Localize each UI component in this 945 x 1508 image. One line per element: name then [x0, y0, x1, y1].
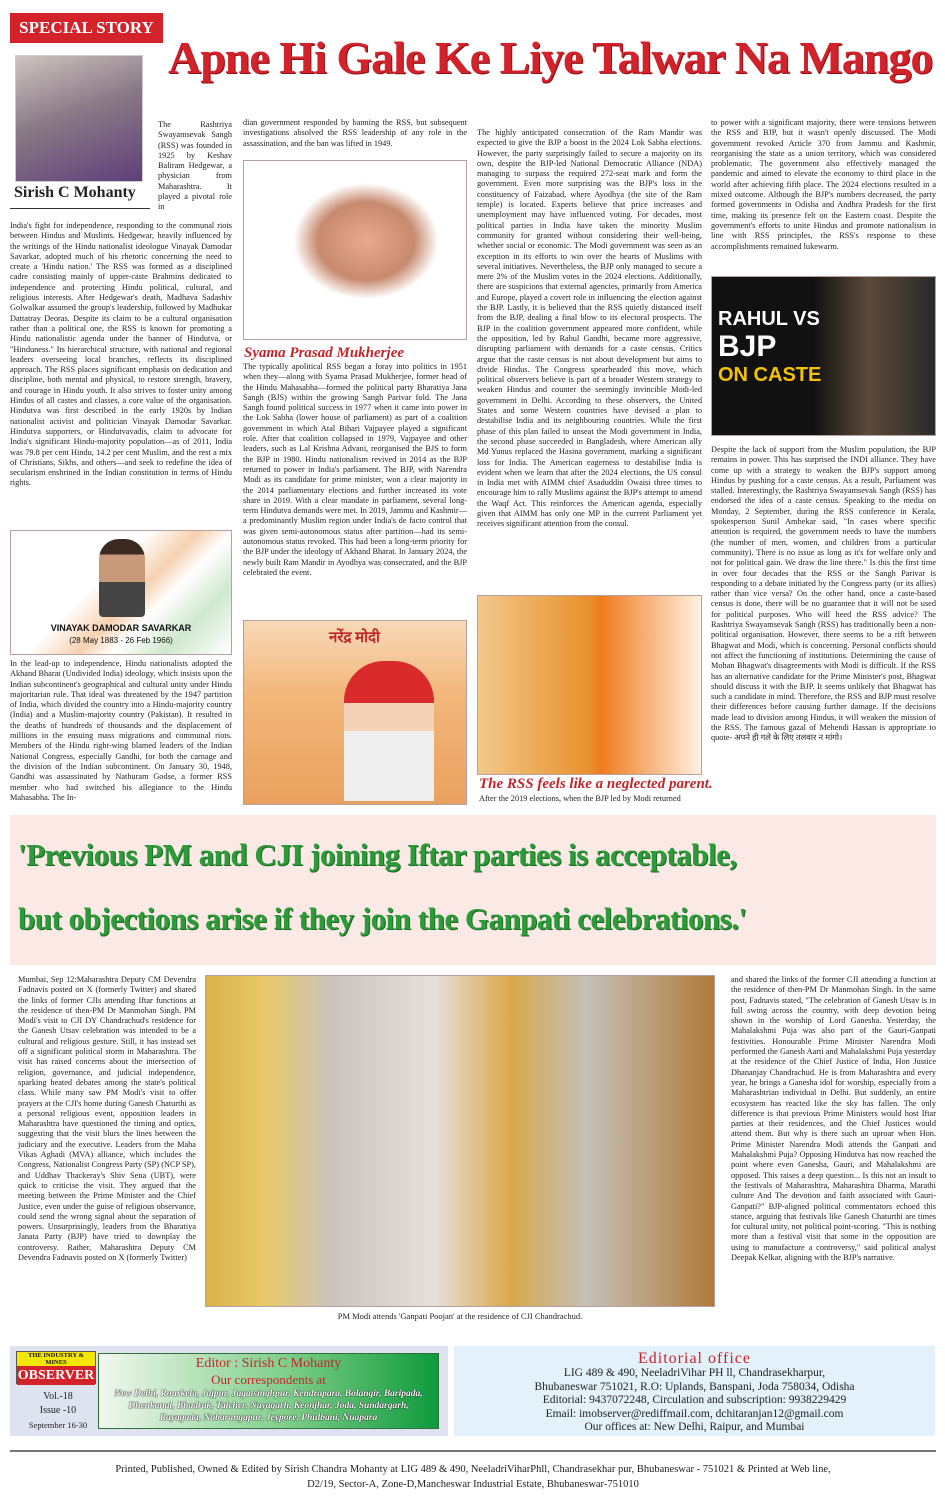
article-text: The typically apolitical RSS began a foray into politics in 1951 when they—along with Syama Prasad Mukherjee, former head of the Hindu Mahasabha—formed the political party Bharatiya Jana Sangh (BJS) within the growing Sangh Parivar fold. The Jana Sangh found political success in 1977 when it came into power in the Lok Sabha (lower house of parliament) as part of a coalition government in which Atal Bihari Vajpayee played a significant role. After that coalition collapsed in 1979, Vajpayee and other leaders, such as Lal Krishna Advani, reorganised the BJS to form the BJP in 1980. Hindu nationalism revived in 2014 as the BJP returned to power in India's parliament. The BJP, with Narendra Modi as its candidate for prime minister, won a clear majority in the 2014 parliamentary elections and further increased its vote share in 2019. With a clear mandate in parliament, several long-term Hindutva demands were met. In 2019, Jammu and Kashmir—a predominantly Muslim region under India's de facto control that was given semi-autonomous status after partition—had its semi-autonomous status revoked. This had been a long-term priority for the BJP under the ideology of Akhand Bharat. In January 2024, the newly built Ram Mandir in Ayodhya was consecrated, and the BJP celebrated the event. — [243, 362, 467, 577]
editorial-office-box — [454, 1346, 935, 1436]
logo-main-text: OBSERVER — [17, 1368, 95, 1383]
article-text: dian government responded by banning the RSS, but subsequent investigations absolved the RSS leadership of any role in the assassination, and the ban was lifted in 1949. — [243, 118, 467, 148]
modi-image — [243, 620, 467, 805]
office-line: Our offices at: New Delhi, Raipur, and Mumbai — [584, 1421, 805, 1433]
imprint-line: Printed, Published, Owned & Edited by Sirish Chandra Mohanty at LIG 489 & 490, NeeladriViharPhll, Chandrasekhar pur, Bhubaneswar - 751021 & Printed at Web line, — [115, 1464, 831, 1475]
special-story-badge: SPECIAL STORY — [10, 13, 163, 43]
article-text: After the 2019 elections, when the BJP led by Modi returned — [479, 794, 681, 803]
rss-bhagwat-modi-image — [477, 595, 702, 775]
portrait-figure — [99, 539, 145, 617]
savarkar-dates: (28 May 1883 - 26 Feb 1966) — [69, 636, 173, 645]
office-line: Email: imobserver@rediffmail.com, dchitaranjan12@gmail.com — [545, 1407, 844, 1420]
second-headline-box — [10, 815, 936, 965]
modi-figure — [344, 661, 434, 801]
editorial-office-title: Editorial office — [638, 1350, 751, 1367]
article-text: Despite the lack of support from the Muslim population, the BJP remains in power. This has surprised the INDI alliance. They have come up with a strategy to weaken the BJP's support among Hindus by pushing for a caste census. As a result, Parliament was stalled. Interestingly, the Rashtriya Swayamsevak Sangh (RSS) has endorsed the idea of a caste census. Speaking to the media on Monday, 2 September, during the RSS conference in Kerala, spokesperson Sunil Ambekar said, "In cases where specific attention is required, the government needs to have the numbers (the number of men, women, and children from a particular community). There is no issue as long as it's for welfare only and not for political gain. We draw the line there." Is this the first time in over four decades that the RSS or the Sangh Parivar is responding to a debate initiated by the Congress party (or its allies) rather than vice versa? On the other hand, once a caste-based census is done, there will be no guarantee that it will not be used for political purposes. Who will heed the RSS advice? The Rashtriya Swayamsevak Sangh (RSS) has traditionally been a non-political organisation. However, there seems to be a rift between Bhagwat and Modi, which is concerning. Personal conflicts should not affect the functioning of institutions. Determining the cause of Mohan Bhagwat's disagreements with Modi is difficult. If the RSS has an alternative candidate for the Prime Minister's post, Bhagwat should discuss it with the BJP. It seems unlikely that Bhagwat has such a candidate in mind. Therefore, the RSS and BJP must resolve their differences before causing further damage. If the decisions made lead to division among Hindus, it will weaken the mission of the RSS. The famous gazal of Mehendi Hassan is appropriate to quote- अपने ही गले के लिए तलवार न मांगो। — [711, 445, 936, 743]
observer-logo — [16, 1351, 96, 1384]
editor-name: Editor : Sirish C Mohanty — [195, 1356, 342, 1371]
imprint-line: D2/19, Sector-A, Zone-D,Mancheswar Industrial Estate, Bhubaneswar-751010 — [307, 1479, 639, 1490]
correspondents-list: New Delhi, Rourkela, Jajpur, Jagatsinghpur, Kendrapara, Bolangir, Baripada, Dhenkanal, Bhadrak, Talcher, Nayagarh, Keonjhar, Joda, Sundargarh, Rayagada, Nabarangapur, Jeypore, Phulbani, Nuapara — [114, 1389, 423, 1423]
mukherjee-image — [243, 160, 467, 340]
rss-caption: The RSS feels like a neglected parent. — [479, 776, 713, 792]
mukherjee-caption: Syama Prasad Mukherjee — [244, 345, 405, 361]
ganpati-poojan-photo — [205, 975, 715, 1307]
editor-box — [98, 1353, 439, 1429]
rahul-image-title — [718, 307, 821, 387]
author-photo — [15, 55, 143, 182]
footer-divider — [10, 1450, 936, 1452]
article-text: Mumbai, Sep 12:Maharashtra Deputy CM Devendra Fadnavis posted on X (formerly Twitter) and shared the links of former CJIs attending Iftar functions at the residence of then-PM Dr Manmohan Singh. PM Modi's visit to CJI DY Chandrachud's residence for the Ganesh Utsav celebration was intended to be a cultural and religious gesture. Still, it has instead set off a significant political storm in Maharashtra. The visit has raised concerns about the intersection of religion, governance, and judicial independence, sparking heated debates among the state's political class. While many saw PM Modi's visit to offer prayers at the CJI's home during Ganesh Chaturthi as a personal religious event, opposition leaders in Maharashtra have questioned the timing and optics, suggesting that the visit blurs the lines between the judiciary and the executive. Leaders from the Maha Vikas Aghadi (MVA) alliance, which includes the Congress, Nationalist Congress Party (SP) (NCP SP), and Uddhav Thackeray's Shiv Sena (UBT), were quick to criticise the visit. They argued that the meeting between the Prime Minister and the Chief Justice, even under the guise of religious observance, could send the wrong signal about the separation of powers. Unsurprisingly, leaders from the Bharatiya Janata Party (BJP) have tried to downplay the controversy. Rather, Maharashtra Deputy CM Devendra Fadnavis posted on X (formerly Twitter) — [18, 975, 196, 1263]
second-headline-line: but objections arise if they join the Ganpati celebrations.' — [18, 901, 747, 936]
rahul-image-line: BJP — [718, 330, 777, 363]
article-text: to power with a significant majority, there were tensions between the RSS and BJP, but it wasn't openly discussed. The Modi government revoked Article 370 from Jammu and Kashmir, reorganising the state as a union territory, which was considered problematic. The government also effectively managed the pandemic and aimed to elevate the economy to third place in the world after achieving fifth place. The 2024 elections resulted in a mixed outcome. Although the BJP's numbers decreased, the party formed governments in Odisha and Andhra Pradesh for the first time, making its presence felt on the Eastern coast. Despite the government's efforts to unite Hindus and promote nationalism in line with RSS principles, the RSS's response to these accomplishments remained lukewarm. — [711, 118, 936, 251]
article-text: India's fight for independence, responding to the communal riots between Hindus and Muslims. Hedgewar, heavily influenced by the writings of the Hindu nationalist ideologue Vinayak Damodar Savarkar, adopted much of his rhetoric concerning the need to create a 'Hindu nation.' The RSS was formed as a disciplined cadre consisting mainly of upper-caste Brahmins dedicated to independence and protecting Hindu political, cultural, and religious interests. After Hedgewar's death, Madhava Sadashiv Golwalkar assumed the group's leadership, followed by Madhukar Dattatray Deoras. Despite its claim to be a cultural organisation rather than a political one, the RSS is known for promoting a Hindu nationalistic agenda under the banner of Hindutva, or "Hinduness." Its hierarchical structure, with national and regional leaders overseeing local branches, reflects its disciplined approach. The RSS places significant emphasis on dedication and discipline, both mental and physical, to restore strength, bravery, and courage in Hindu youth. It also strives to foster unity among Hindus of all castes and classes, a core value of the organisation. Hindutva was first described in the early 1920s by Indian nationalist activist and politician Vinayak Damodar Savarkar. Hindutva supporters, or Hindutvavadis, claim to advocate for India's significant Hindu-majority population—as of 2011, India was 79.8 per cent Hindu, 14.2 per cent Muslim, and the rest a mix of Christians, Sikhs, and others—and seek to redefine the idea of secularism enshrined in the Indian constitution in terms of Hindu rights. — [10, 221, 232, 488]
article-text: The Rashtriya Swayamsevak Sangh (RSS) was founded in 1925 by Keshav Baliram Hedgewar, a physician from Maharashtra. It played a pivotal role in — [158, 120, 232, 212]
correspondents-title: Our correspondents at — [211, 1372, 326, 1387]
modi-image-text: नरेंद्र मोदी — [329, 630, 380, 646]
logo-top-text: THE INDUSTRY & MINES — [17, 1352, 95, 1366]
savarkar-image — [10, 530, 232, 655]
article-text: In the lead-up to independence, Hindu nationalists adopted the Akhand Bharat (Undivided India) ideology, which insists upon the Indian subcontinent's geographical and cultural unity under Hindu majoritarian rule. That ideal was threatened by the 1947 partition of India, which divided the country into a Hindu-majority country (India) and a Muslim-majority country (Pakistan). It resulted in the deaths of hundreds of thousands and the displacement of millions in the ensuing mass migrations and communal riots. Members of the Hindu right-wing blamed leaders of the Indian National Congress, especially Gandhi, for both the carnage and the division of the Indian subcontinent. On January 30, 1948, Gandhi was assassinated by Nathuram Godse, a former RSS member who had switched his allegiance to the Hindu Mahasabha. The In- — [10, 659, 232, 802]
second-headline-line: 'Previous PM and CJI joining Iftar parties is acceptable, — [18, 837, 737, 872]
issue-number: Issue -10 — [39, 1405, 77, 1416]
author-name: Sirish C Mohanty — [14, 184, 136, 201]
article-text: and shared the links of the former CJI attending a function at the residence of then-PM Dr Manmohan Singh. In the same post, Fadnavis stated, "The celebration of Ganesh Utsav is in full swing across the country, with deep devotion being shown in the worship of Lord Ganesha. Yesterday, the Mahalakshmi Puja was also part of the Gauri-Ganpati festivities. Honourable Prime Minister Narendra Modi performed the Ganesh Aarti and Mahalakshmi Puja yesterday at the residence of the Chief Justice of India, Hon Justice Dhananjay Chandrachud. He is from Maharashtra and every year, he brings a Ganesha idol for worship, especially from a Maharashtrian individual in Delhi. But suddenly, an entire ecosystem has reacted like the sky has fallen. The only difference is that previous Prime Ministers would host Iftar parties at their residences, and the Chief Justices would attend them. But why is there such an uproar when Hon. Prime Minister Narendra Modi attends the Ganpati and Mahalakshmi Puja? Opposing Hindutva has now reached the point where even Ganesha, Gauri, and Mahalakshmi are opposed. This raises a deep question... Is this not an insult to the festivals of Maharashtra, Maharashtra Dharma, Marathi culture And The devotion and faith associated with Gauri-Ganpati?" BJP-aligned political commentators echoed this stance, arguing that festivals like Ganesh Chaturthi are times for cultural unity, not political point-scoring. "This is nothing more than a festival visit that some in the opposition are using to manufacture a controversy," said political analyst Deepak Kelkar, aligning with the BJP's narrative. — [731, 975, 936, 1263]
article-text: The highly anticipated consecration of the Ram Mandir was expected to give the BJP a boost in the 2024 Lok Sabha elections. However, the party surprisingly failed to secure a majority on its own, despite the BJP-led National Democratic Alliance (NDA) managing to surpass the required 272-seat mark and form the government. Even more surprising was the BJP's loss in the constituency of Faizabad, where Ayodhya (the site of the Ram temple) is located. Experts believe that price increases and unemployment may have influenced voting. For decades, most political parties in India have taken the minority Muslim community for granted without considering their well-being, whether social or economic. The Modi government was seen as an exception in its efforts to win over the hearts of Muslims with several initiatives. Nevertheless, the BJP only managed to secure a mere 2% of the Muslim votes in the 2024 elections. Additionally, there are suspicions that external agencies, primarily from America and Europe, played a covert role in influencing the election against the BJP. Lastly, it is believed that the RSS quietly distanced itself from the BJP, dealing a final blow to its electoral prospects. The BJP in the coalition government appeared more confident, while the opposition, led by Rahul Gandhi, became more aggressive, disrupting parliament with demands for a caste census. Critics argue that the caste census is not about development but aims to divide Hindus. The Congress spearheaded this move, which political observers believe is part of a broader Western strategy to weaken Hindus and counter the seemingly invincible Modi-led government in Delhi. According to these observers, the United States and some Western countries have devised a plan to destabilise India and its neighbouring countries. While the first phase of this plan failed to unseat the Modi government in India, the second phase succeeded in Bangladesh, where American ally Md Yunus replaced the Hasina government, marking a significant loss for India. The American eagerness to destabilise India is evident when we learn that after the 2024 elections, the US consul in India met with AIMM chief Asaduddin Owaisi three times to encourage him to rally Muslims against the BJP's attempt to amend the Waqf Act. This reinforces the American agenda, especially given that AIMM has only one MP in the current Parliament yet receives significant attention from the consul. — [477, 128, 702, 529]
rahul-image-line: RAHUL VS — [718, 308, 820, 330]
main-headline: Apne Hi Gale Ke Liye Talwar Na Mango — [168, 32, 933, 83]
volume: Vol.-18 — [43, 1391, 73, 1402]
issue-info — [18, 1390, 98, 1432]
rahul-image-line: ON CASTE — [718, 364, 822, 386]
divider — [10, 208, 150, 209]
photo-caption: PM Modi attends 'Ganpati Poojan' at the residence of CJI Chandrachud. — [337, 1311, 583, 1321]
rahul-vs-bjp-image — [711, 276, 936, 436]
office-line: Bhubaneswar 751021, R.O: Uplands, Banspani, Joda 758034, Odisha — [534, 1380, 855, 1393]
savarkar-name: VINAYAK DAMODAR SAVARKAR — [50, 623, 192, 633]
issue-date: September 16-30 — [28, 1420, 88, 1430]
office-line: LIG 489 & 490, NeeladriVihar PH ll, Chandrasekharpur, — [563, 1367, 826, 1379]
office-line: Editorial: 9437072248, Circulation and subscription: 9938229429 — [542, 1394, 847, 1406]
imprint — [10, 1462, 936, 1492]
